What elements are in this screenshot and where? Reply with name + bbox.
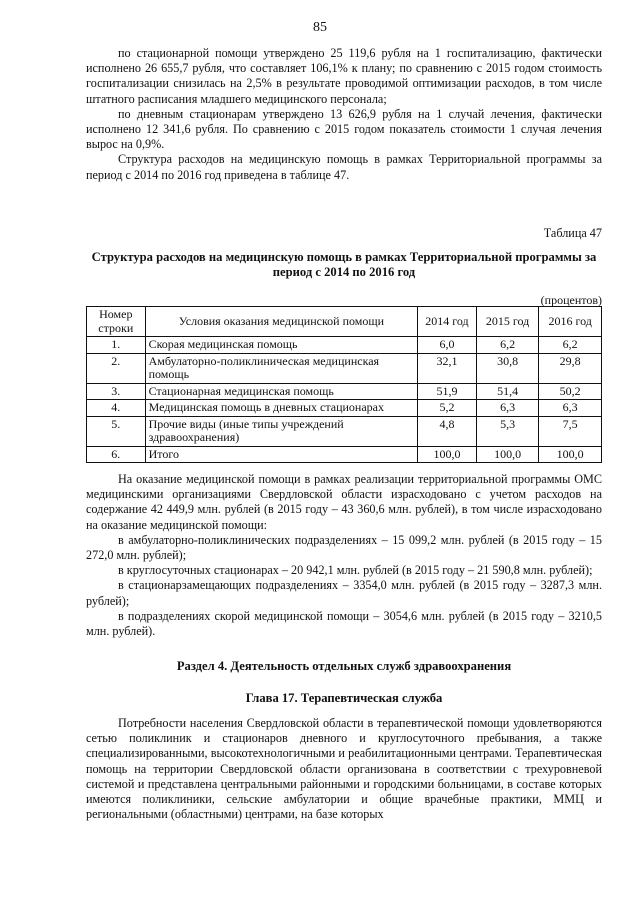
table-row (87, 383, 602, 400)
paragraph: в амбулаторно-поликлинических подразделениях – 15 099,2 млн. рублей (в 2015 году – 15 272,0 млн. рублей); (86, 532, 602, 563)
intro-text (86, 46, 602, 183)
cell-2015: 51,4 (476, 383, 539, 400)
cell-2014: 51,9 (418, 383, 477, 400)
row-number: 6. (87, 446, 146, 463)
table-row (87, 337, 602, 354)
row-number: 2. (87, 353, 146, 383)
row-number: 1. (87, 337, 146, 354)
table-title: Структура расходов на медицинскую помощь в рамках Территориальной программы за период с 2014 по 2016 год (91, 250, 597, 279)
table-caption: Таблица 47 (543, 226, 602, 240)
page-number: 85 (313, 20, 327, 35)
table-header-row (87, 307, 602, 337)
row-number: 5. (87, 416, 146, 446)
paragraph: в стационарзамещающих подразделениях – 3354,0 млн. рублей (в 2015 году – 3287,3 млн. рублей); (86, 578, 602, 608)
table-unit: (процентов) (540, 293, 602, 307)
row-label: Прочие виды (иные типы учреждений здравоохранения) (145, 416, 418, 446)
cell-2016: 6,2 (539, 337, 602, 354)
header-cell: 2016 год (539, 307, 602, 337)
header-cell: 2015 год (476, 307, 539, 337)
paragraph: На оказание медицинской помощи в рамках реализации территориальной программы ОМС медицинскими организациями Свердловской области израсходовано с учетом расходов на содержание 42 449,9 млн. рублей (в 2015 году – 43 360,6 млн. рублей), в том числе израсходовано на оказание медицинской помощи: (86, 472, 602, 532)
row-label: Итого (145, 446, 418, 463)
header-cell: Номер строки (87, 307, 146, 337)
cell-2014: 32,1 (418, 353, 477, 383)
cell-2014: 100,0 (418, 446, 477, 463)
cell-2014: 5,2 (418, 400, 477, 417)
cell-2016: 7,5 (539, 416, 602, 446)
chapter-text (86, 716, 602, 822)
paragraph: в подразделениях скорой медицинской помощи – 3054,6 млн. рублей (в 2015 году – 3210,5 млн. рублей). (86, 608, 602, 639)
row-label: Амбулаторно-поликлиническая медицинская помощь (145, 353, 418, 383)
cell-2016: 50,2 (539, 383, 602, 400)
cell-2015: 100,0 (476, 446, 539, 463)
table-row (87, 353, 602, 383)
row-number: 3. (87, 383, 146, 400)
cell-2015: 6,2 (476, 337, 539, 354)
cell-2016: 6,3 (539, 400, 602, 417)
cell-2015: 6,3 (476, 400, 539, 417)
cell-2014: 6,0 (418, 337, 477, 354)
table-row-total (87, 446, 602, 463)
cell-2015: 30,8 (476, 353, 539, 383)
cell-2016: 29,8 (539, 353, 602, 383)
cell-2014: 4,8 (418, 416, 477, 446)
chapter-heading: Глава 17. Терапевтическая служба (245, 691, 443, 705)
expenses-table (86, 306, 602, 463)
row-label: Скорая медицинская помощь (145, 337, 418, 354)
row-label: Стационарная медицинская помощь (145, 383, 418, 400)
table-row (87, 400, 602, 417)
paragraph: в круглосуточных стационарах – 20 942,1 млн. рублей (в 2015 году – 21 590,8 млн. рублей); (118, 563, 593, 578)
paragraph: Потребности населения Свердловской области в терапевтической помощи удовлетворяются сетью поликлиник и стационаров дневного и круглосуточного пребывания, а также специализированными, высокотехнологичными и реабилитационными центрами. Терапевтическая помощь на территории Свердловской области организована в соответствии с трехуровневой системой и представлена центральными районными и городскими больницами, в составе которых имеются поликлиники, сельские амбулатории и общие врачебные практики, ММЦ и региональными (областными) центрами, на базе которых (86, 716, 602, 822)
row-number: 4. (87, 400, 146, 417)
header-cell: 2014 год (418, 307, 477, 337)
paragraph: Структура расходов на медицинскую помощь в рамках Территориальной программы за период с 2014 по 2016 год приведена в таблице 47. (86, 152, 602, 182)
paragraph: по дневным стационарам утверждено 13 626,9 рубля на 1 случай лечения, фактически исполнено 12 341,6 рубля. По сравнению с 2015 годом показатель стоимости 1 случая лечения вырос на 0,9%. (86, 106, 602, 152)
cell-2015: 5,3 (476, 416, 539, 446)
row-label: Медицинская помощь в дневных стационарах (145, 400, 418, 417)
table-row (87, 416, 602, 446)
header-cell: Условия оказания медицинской помощи (145, 307, 418, 337)
expenses-text (86, 472, 602, 639)
paragraph: по стационарной помощи утверждено 25 119,6 рубля на 1 госпитализацию, фактически исполнено 26 655,7 рубля, что составляет 106,1% к плану; по сравнению с 2015 годом стоимость госпитализации снизилась на 2,5% в результате проводимой оптимизации расходов, в том числе штатного расписания младшего медицинского персонала; (86, 46, 602, 106)
cell-2016: 100,0 (539, 446, 602, 463)
section-heading: Раздел 4. Деятельность отдельных служб здравоохранения (176, 659, 512, 673)
